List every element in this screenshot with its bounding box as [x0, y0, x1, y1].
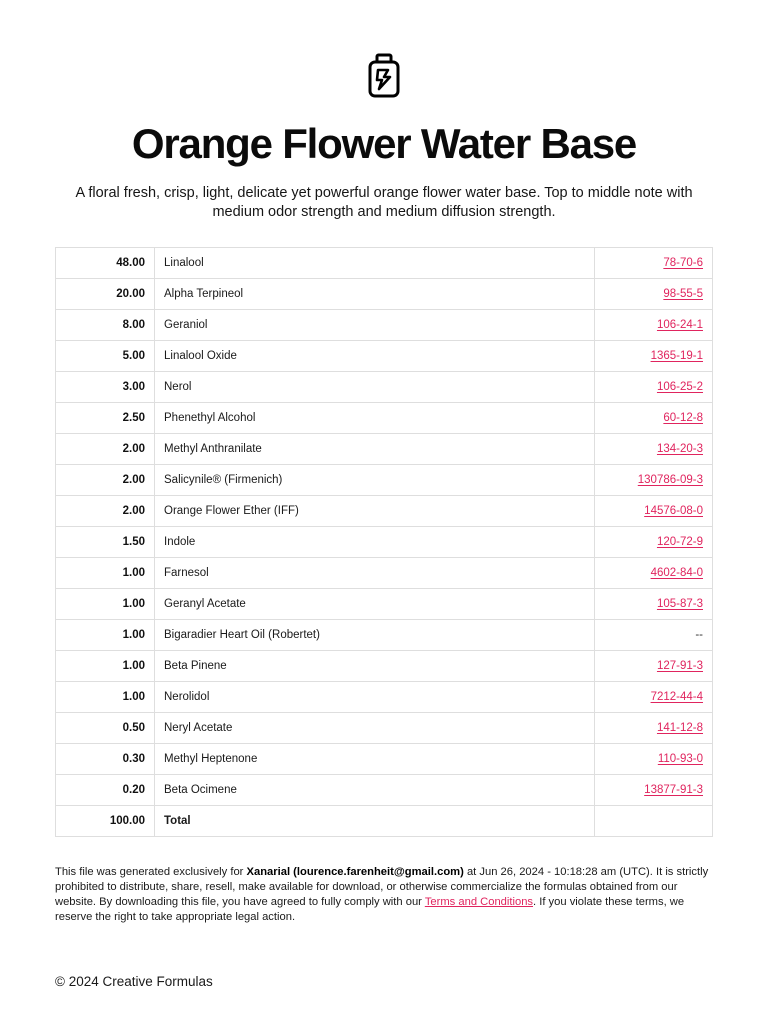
ingredient-cas-cell — [595, 310, 713, 341]
table-row — [56, 558, 713, 589]
total-label: Total — [155, 806, 595, 837]
ingredient-cas-cell — [595, 558, 713, 589]
ingredient-cas-cell — [595, 279, 713, 310]
ingredient-amount: 1.00 — [56, 589, 155, 620]
table-row — [56, 682, 713, 713]
ingredient-amount: 48.00 — [56, 248, 155, 279]
notice-suffix: . If you violate these terms, we reserve the right to take appropriate legal action. — [55, 896, 685, 923]
cas-number-link[interactable]: 130786-09-3 — [637, 474, 703, 486]
table-row — [56, 744, 713, 775]
ingredient-cas-cell — [595, 434, 713, 465]
total-cas-empty — [595, 806, 713, 837]
table-row — [56, 279, 713, 310]
formula-description: A floral fresh, crisp, light, delicate yet powerful orange flower water base. Top to middle note with medium odor strength and medium diffusion strength. — [75, 185, 693, 220]
ingredient-amount: 0.20 — [56, 775, 155, 806]
ingredient-cas-cell — [595, 713, 713, 744]
cas-number-link[interactable]: 98-55-5 — [663, 288, 703, 300]
ingredient-cas-cell — [595, 341, 713, 372]
ingredient-amount: 2.50 — [56, 403, 155, 434]
ingredient-cas-cell — [595, 248, 713, 279]
ingredient-name: Beta Ocimene — [155, 775, 595, 806]
ingredient-amount: 3.00 — [56, 372, 155, 403]
ingredient-cas-cell — [595, 620, 713, 651]
cas-number-link[interactable]: 4602-84-0 — [650, 567, 703, 579]
ingredient-name: Salicynile® (Firmenich) — [155, 465, 595, 496]
ingredient-name: Farnesol — [155, 558, 595, 589]
ingredient-cas-cell — [595, 589, 713, 620]
perfume-bottle-icon — [364, 52, 404, 100]
table-row — [56, 589, 713, 620]
cas-number-link[interactable]: 127-91-3 — [656, 660, 703, 672]
ingredient-name: Bigaradier Heart Oil (Robertet) — [155, 620, 595, 651]
table-row — [56, 434, 713, 465]
license-notice — [55, 865, 715, 925]
ingredient-name: Linalool Oxide — [155, 341, 595, 372]
ingredient-amount: 2.00 — [56, 496, 155, 527]
ingredient-name: Methyl Heptenone — [155, 744, 595, 775]
ingredient-cas-cell — [595, 465, 713, 496]
notice-user: Xanarial (lourence.farenheit@gmail.com) — [246, 866, 464, 878]
table-row — [56, 620, 713, 651]
total-amount: 100.00 — [56, 806, 155, 837]
ingredient-cas-cell — [595, 775, 713, 806]
ingredient-amount: 0.50 — [56, 713, 155, 744]
ingredient-cas-cell — [595, 744, 713, 775]
cas-number-link[interactable]: 141-12-8 — [656, 722, 703, 734]
copyright-footer: © 2024 Creative Formulas — [55, 974, 213, 989]
cas-number-link[interactable]: 105-87-3 — [656, 598, 703, 610]
cas-number-link[interactable]: 106-25-2 — [656, 381, 703, 393]
ingredient-cas-cell — [595, 403, 713, 434]
cas-number-link[interactable]: 78-70-6 — [663, 257, 703, 269]
ingredient-cas-cell — [595, 527, 713, 558]
ingredient-amount: 2.00 — [56, 434, 155, 465]
ingredient-amount: 1.00 — [56, 558, 155, 589]
ingredient-name: Phenethyl Alcohol — [155, 403, 595, 434]
cas-not-available: -- — [695, 629, 703, 641]
notice-prefix: This file was generated exclusively for — [55, 866, 247, 878]
ingredient-name: Geraniol — [155, 310, 595, 341]
cas-number-link[interactable]: 106-24-1 — [656, 319, 703, 331]
table-row — [56, 341, 713, 372]
table-row — [56, 496, 713, 527]
table-row — [56, 775, 713, 806]
ingredients-table-body — [56, 248, 713, 806]
ingredient-amount: 5.00 — [56, 341, 155, 372]
table-row — [56, 248, 713, 279]
ingredient-cas-cell — [595, 496, 713, 527]
cas-number-link[interactable]: 7212-44-4 — [650, 691, 703, 703]
ingredient-cas-cell — [595, 682, 713, 713]
total-row — [56, 806, 713, 837]
ingredient-name: Methyl Anthranilate — [155, 434, 595, 465]
terms-link[interactable]: Terms and Conditions — [424, 896, 534, 908]
table-row — [56, 310, 713, 341]
ingredient-amount: 1.00 — [56, 651, 155, 682]
ingredient-name: Geranyl Acetate — [155, 589, 595, 620]
ingredient-cas-cell — [595, 651, 713, 682]
ingredient-name: Orange Flower Ether (IFF) — [155, 496, 595, 527]
table-row — [56, 527, 713, 558]
page-title: Orange Flower Water Base — [131, 120, 637, 167]
ingredient-amount: 1.50 — [56, 527, 155, 558]
table-row — [56, 372, 713, 403]
ingredient-amount: 1.00 — [56, 682, 155, 713]
ingredient-name: Linalool — [155, 248, 595, 279]
table-row — [56, 651, 713, 682]
ingredient-amount: 8.00 — [56, 310, 155, 341]
cas-number-link[interactable]: 60-12-8 — [663, 412, 703, 424]
ingredient-name: Nerol — [155, 372, 595, 403]
ingredient-name: Alpha Terpineol — [155, 279, 595, 310]
cas-number-link[interactable]: 120-72-9 — [656, 536, 703, 548]
ingredient-name: Nerolidol — [155, 682, 595, 713]
ingredient-amount: 1.00 — [56, 620, 155, 651]
ingredient-amount: 0.30 — [56, 744, 155, 775]
cas-number-link[interactable]: 14576-08-0 — [644, 505, 703, 517]
ingredient-amount: 2.00 — [56, 465, 155, 496]
table-row — [56, 713, 713, 744]
ingredient-name: Neryl Acetate — [155, 713, 595, 744]
cas-number-link[interactable]: 13877-91-3 — [644, 784, 703, 796]
table-row — [56, 465, 713, 496]
ingredient-amount: 20.00 — [56, 279, 155, 310]
cas-number-link[interactable]: 1365-19-1 — [650, 350, 703, 362]
ingredient-name: Beta Pinene — [155, 651, 595, 682]
notice-middle: at Jun 26, 2024 - 10:18:28 am (UTC). It is strictly prohibited to distribute, share, resell, make available for download, or otherwise commercialize the formulas obtained from our website. By downloading this file, you have agreed to fully comply with our — [55, 866, 709, 908]
ingredient-name: Indole — [155, 527, 595, 558]
ingredient-cas-cell — [595, 372, 713, 403]
cas-number-link[interactable]: 134-20-3 — [656, 443, 703, 455]
cas-number-link[interactable]: 110-93-0 — [657, 753, 703, 765]
ingredients-table — [55, 247, 713, 837]
table-row — [56, 403, 713, 434]
